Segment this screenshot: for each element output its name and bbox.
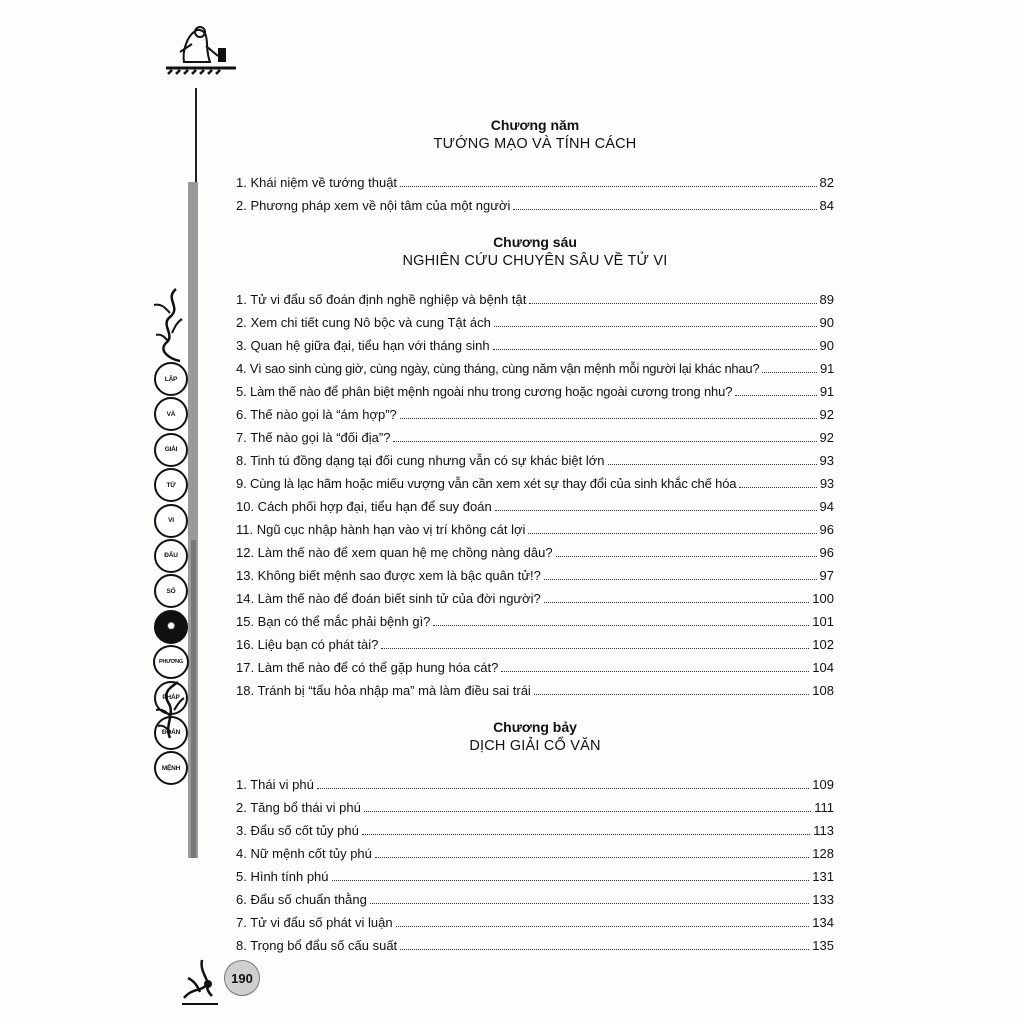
chapter-heading (236, 233, 834, 271)
entry-page: 89 (819, 292, 834, 307)
chapter-label: Chương năm (490, 117, 580, 133)
toc-entry (236, 564, 834, 587)
entry-page: 90 (819, 338, 834, 353)
entry-page: 131 (812, 869, 834, 884)
page-number: 190 (224, 960, 260, 996)
leader-dots (364, 811, 811, 812)
entry-title: 2. Tăng bổ thái vi phú (236, 800, 361, 815)
entry-page: 93 (819, 453, 834, 468)
entry-page: 96 (819, 545, 834, 560)
entry-page: 135 (812, 938, 834, 953)
side-tab: LẬP (154, 362, 188, 396)
leader-dots (495, 510, 817, 511)
side-tab: SỐ (154, 574, 188, 608)
leader-dots (739, 487, 816, 488)
entry-title: 2. Phương pháp xem về nội tâm của một người (236, 198, 511, 213)
leader-dots (534, 694, 809, 695)
leader-dots (762, 372, 817, 373)
leader-dots (400, 949, 809, 950)
chapter-title: TƯỚNG MẠO VÀ TÍNH CÁCH (433, 136, 637, 152)
toc-entry (236, 888, 834, 911)
entry-title: 8. Trọng bổ đẩu số cấu suất (236, 938, 398, 953)
dragon-seal-icon: ✺ (154, 610, 188, 644)
entry-title: 7. Tử vi đẩu số phát vi luận (236, 915, 393, 930)
leaf-ornament-icon (150, 680, 192, 740)
toc-entry (236, 587, 834, 610)
toc-entry (236, 518, 834, 541)
leader-dots (513, 209, 816, 210)
entry-title: 7. Thế nào gọi là “đối địa”? (236, 430, 391, 445)
entry-page: 104 (812, 660, 834, 675)
page-number-area (178, 948, 268, 1008)
toc-entry (236, 773, 834, 796)
entry-title: 5. Làm thế nào để phân biệt mệnh ngoài nhu trong cương hoặc ngoài cương trong nhu? (236, 384, 733, 399)
entry-title: 4. Nữ mệnh cốt tủy phú (236, 846, 372, 861)
entry-page: 84 (819, 198, 834, 213)
chapter-heading (236, 718, 834, 756)
entry-title: 11. Ngũ cục nhập hành hạn vào vị trí không cát lợi (236, 522, 526, 537)
entry-title: 6. Đẩu số chuẩn thằng (236, 892, 367, 907)
leader-dots (400, 186, 816, 187)
table-of-contents (236, 112, 834, 957)
entry-title: 1. Khái niệm về tướng thuật (236, 175, 398, 190)
side-tab: ĐẨU (154, 539, 188, 573)
toc-entry (236, 819, 834, 842)
entry-page: 94 (819, 499, 834, 514)
leader-dots (544, 579, 817, 580)
chapter-heading (236, 116, 834, 154)
entry-page: 91 (820, 361, 834, 376)
side-tab: VI (154, 504, 188, 538)
entry-title: 3. Đẩu số cốt tủy phú (236, 823, 359, 838)
leader-dots (370, 903, 809, 904)
leader-dots (501, 671, 809, 672)
entry-page: 109 (812, 777, 834, 792)
entry-page: 97 (819, 568, 834, 583)
side-tab: PHÁP (154, 681, 188, 715)
chapter-label: Chương bảy (493, 719, 577, 735)
toc-entry (236, 357, 834, 380)
side-tab: ĐOÁN (154, 716, 188, 750)
side-tab: TỬ (154, 468, 188, 502)
entry-title: 1. Tử vi đẩu số đoán định nghề nghiệp và bệnh tật (236, 292, 527, 307)
leader-dots (396, 926, 810, 927)
toc-entry (236, 334, 834, 357)
entry-page: 93 (819, 476, 834, 491)
leader-dots (362, 834, 810, 835)
side-tab: GIẢI (154, 433, 188, 467)
entry-page: 96 (819, 522, 834, 537)
entry-page: 90 (819, 315, 834, 330)
leader-dots (735, 395, 817, 396)
toc-entry (236, 679, 834, 702)
entry-title: 9. Cùng là lạc hãm hoặc miếu vượng vẫn cần xem xét sự thay đổi của sinh khắc chế hóa (236, 476, 737, 491)
toc-entry (236, 842, 834, 865)
entry-title: 13. Không biết mệnh sao được xem là bậc quân tử!? (236, 568, 541, 583)
entry-title: 1. Thái vi phú (236, 777, 314, 792)
toc-entry (236, 311, 834, 334)
leader-dots (556, 556, 817, 557)
entry-page: 111 (814, 800, 834, 815)
entry-page: 100 (812, 591, 834, 606)
entry-page: 92 (819, 430, 834, 445)
entry-title: 4. Vì sao sinh cùng giờ, cùng ngày, cùng tháng, cùng năm vận mệnh mỗi người lại khác nhau? (236, 361, 760, 376)
entry-title: 18. Tránh bị “tẩu hỏa nhập ma” mà làm điều sai trái (236, 683, 531, 698)
entry-title: 12. Làm thế nào để xem quan hệ mẹ chồng nàng dâu? (236, 545, 553, 560)
leader-dots (375, 857, 809, 858)
toc-entry (236, 495, 834, 518)
scholar-figure-icon (162, 22, 242, 82)
entry-title: 14. Làm thế nào để đoán biết sinh tử của đời người? (236, 591, 541, 606)
leader-dots (528, 533, 816, 534)
entry-title: 15. Bạn có thể mắc phải bệnh gì? (236, 614, 431, 629)
toc-entry (236, 934, 834, 957)
entry-title: 10. Cách phối hợp đại, tiểu hạn để suy đoán (236, 499, 492, 514)
entry-title: 6. Thế nào gọi là “ám hợp”? (236, 407, 397, 422)
chapter-title: DỊCH GIẢI CỔ VĂN (469, 738, 601, 754)
entry-page: 134 (812, 915, 834, 930)
entry-page: 133 (812, 892, 834, 907)
leader-dots (400, 418, 817, 419)
entry-page: 101 (812, 614, 834, 629)
toc-entry (236, 426, 834, 449)
leader-dots (494, 326, 817, 327)
toc-entry (236, 403, 834, 426)
entry-title: 8. Tinh tú đồng dạng tại đối cung nhưng vẫn có sự khác biệt lớn (236, 453, 605, 468)
entry-title: 17. Làm thế nào để có thể gặp hung hóa cát? (236, 660, 499, 675)
toc-entry (236, 541, 834, 564)
toc-entry (236, 865, 834, 888)
flower-ornament-icon (178, 948, 228, 1008)
leader-dots (332, 880, 810, 881)
entry-page: 92 (819, 407, 834, 422)
toc-entry (236, 796, 834, 819)
leader-dots (544, 602, 810, 603)
toc-entry (236, 656, 834, 679)
leader-dots (493, 349, 817, 350)
entry-page: 102 (812, 637, 834, 652)
leader-dots (381, 648, 809, 649)
entry-page: 82 (819, 175, 834, 190)
side-tab: VÀ (154, 397, 188, 431)
toc-entry (236, 194, 834, 217)
toc-entry (236, 472, 834, 495)
chapter-label: Chương sáu (493, 234, 577, 250)
leader-dots (317, 788, 809, 789)
leader-dots (529, 303, 816, 304)
toc-entry (236, 380, 834, 403)
toc-entry (236, 633, 834, 656)
entry-title: 3. Quan hệ giữa đại, tiểu hạn với tháng sinh (236, 338, 490, 353)
toc-entry (236, 171, 834, 194)
chapter-title: NGHIÊN CỨU CHUYÊN SÂU VỀ TỬ VI (402, 253, 668, 269)
entry-page: 108 (812, 683, 834, 698)
leader-dots (608, 464, 817, 465)
side-tab: PHƯƠNG (153, 645, 189, 679)
leader-dots (393, 441, 816, 442)
leader-dots (433, 625, 809, 626)
entry-title: 16. Liệu bạn có phát tài? (236, 637, 379, 652)
entry-page: 91 (819, 384, 834, 399)
side-tab: MỆNH (154, 751, 188, 785)
toc-entry (236, 610, 834, 633)
toc-entry (236, 911, 834, 934)
entry-title: 2. Xem chi tiết cung Nô bộc và cung Tật ách (236, 315, 491, 330)
toc-entry (236, 288, 834, 311)
entry-page: 113 (813, 823, 834, 838)
entry-page: 128 (812, 846, 834, 861)
entry-title: 5. Hình tính phú (236, 869, 329, 884)
toc-entry (236, 449, 834, 472)
floral-ornament-icon (146, 285, 192, 365)
